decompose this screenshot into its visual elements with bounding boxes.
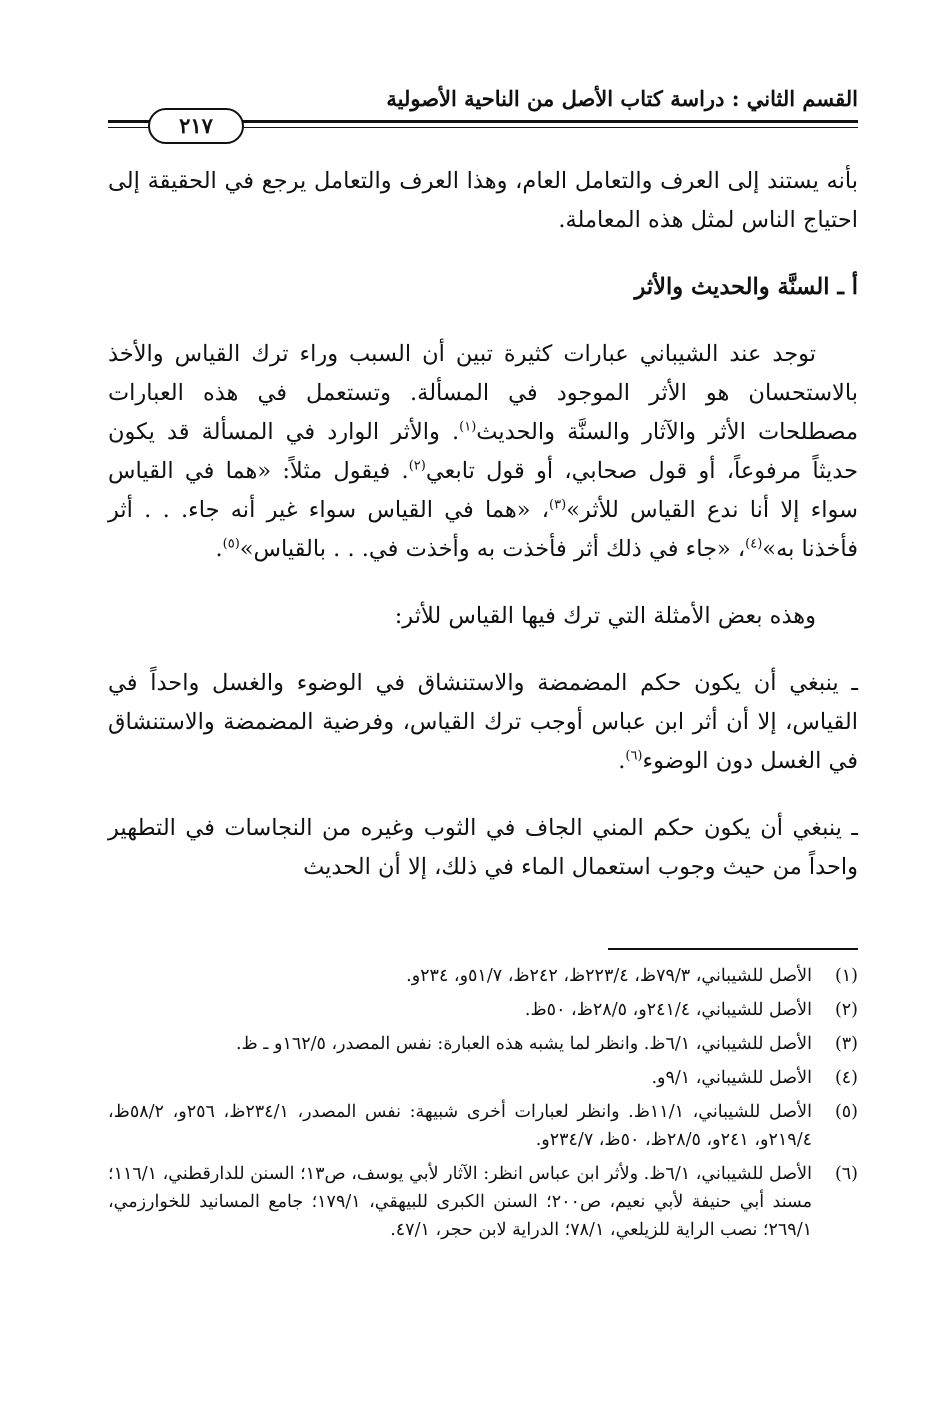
paragraph-3: وهذه بعض الأمثلة التي ترك فيها القياس للأثر: bbox=[394, 603, 816, 629]
paragraph-5: ـ ينبغي أن يكون حكم المني الجاف في الثوب وغيره من النجاسات في التطهير واحداً من حيث وجوب استعمال الماء في ذلك، إلا أن الحديث bbox=[108, 815, 858, 880]
footnote: (١) الأصل للشيباني، ٧٩/٣ظ، ٢٢٣/٤ظ، ٢٤٢ظ، ٥١/٧و، ٢٣٤و. bbox=[406, 966, 858, 986]
running-header bbox=[108, 70, 858, 138]
section-heading: أ ـ السنَّة والحديث والأثر bbox=[634, 274, 858, 300]
footnote-ref-1[interactable]: (١) bbox=[459, 419, 477, 435]
footnote: (٤) الأصل للشيباني، ٩/١و. bbox=[651, 1068, 858, 1088]
footnote-ref-6[interactable]: (٦) bbox=[625, 748, 643, 764]
footnote: (٢) الأصل للشيباني، ٢٤١/٤و، ٢٨/٥ظ، ٥٠ظ. bbox=[524, 1000, 858, 1020]
footnote-ref-4[interactable]: (٤) bbox=[745, 536, 763, 552]
running-title: القسم الثاني : دراسة كتاب الأصل من الناحية الأصولية bbox=[386, 86, 858, 111]
paragraph-2: توجد عند الشيباني عبارات كثيرة تبين أن السبب وراء ترك القياس والأخذ بالاستحسان هو الأثر الموجود في المسألة. وتستعمل في هذه العبارات مصطلحات الأثر والآثار والسنَّة والحديث$^{(١)}$. والأثر الوارد في المسألة قد يكون حديثاً مرفوعاً، أو قول صحابي، أو قول تابعي$^{(٢)}$. فيقول مثلاً: «هما في القياس سواء إلا أنا ندع القياس للأثر»$^{(٣)}$، «هما في القياس سواء غير أنه جاء. . . أثر فأخذنا به»$^{(٤)}$، «جاء في ذلك أثر فأخذت به وأخذت في. . . بالقياس»$^{(٥)}$. bbox=[108, 341, 858, 562]
paragraph-4: ـ ينبغي أن يكون حكم المضمضة والاستنشاق في الوضوء والغسل واحداً في القياس، إلا أن أثر ابن عباس أوجب ترك القياس، وفرضية المضمضة والاستنشاق في الغسل دون الوضوء$^{(٦)}$. bbox=[108, 670, 858, 774]
page-number: ٢١٧ bbox=[148, 108, 244, 144]
footnotes bbox=[108, 948, 858, 1250]
body-text bbox=[108, 162, 858, 887]
footnote-ref-2[interactable]: (٢) bbox=[408, 458, 426, 474]
footnote-ref-5[interactable]: (٥) bbox=[222, 536, 240, 552]
paragraph-1: بأنه يستند إلى العرف والتعامل العام، وهذا العرف والتعامل يرجع في الحقيقة إلى احتياج الناس لمثل هذه المعاملة. bbox=[108, 168, 858, 233]
footnote: (٥) الأصل للشيباني، ١١/١ظ. وانظر لعبارات أخرى شبيهة: نفس المصدر، ٢٣٤/١ظ، ٢٥٦و، ٥٨/٢ظ، ٢١٩/٤و، ٢٤١و، ٢٨/٥ظ، ٥٠ظ، ٢٣٤/٧و. bbox=[108, 1102, 858, 1150]
footnote-ref-3[interactable]: (٣) bbox=[549, 497, 567, 513]
footnote: (٣) الأصل للشيباني، ٦/١ظ. وانظر لما يشبه هذه العبارة: نفس المصدر، ١٦٢/٥و ـ ظ. bbox=[235, 1034, 858, 1054]
footnote-separator bbox=[608, 948, 858, 950]
footnote: (٦) الأصل للشيباني، ٦/١ظ. ولأثر ابن عباس انظر: الآثار لأبي يوسف، ص١٣؛ السنن للدارقطني، ١١٦/١؛ مسند أبي حنيفة لأبي نعيم، ص٢٠٠؛ السنن الكبرى للبيهقي، ١٧٩/١؛ جامع المسانيد للخوارزمي، ٢٦٩/١؛ نصب الراية للزيلعي، ٧٨/١؛ الدراية لابن حجر، ٤٧/١. bbox=[108, 1164, 858, 1240]
page bbox=[108, 70, 858, 1240]
